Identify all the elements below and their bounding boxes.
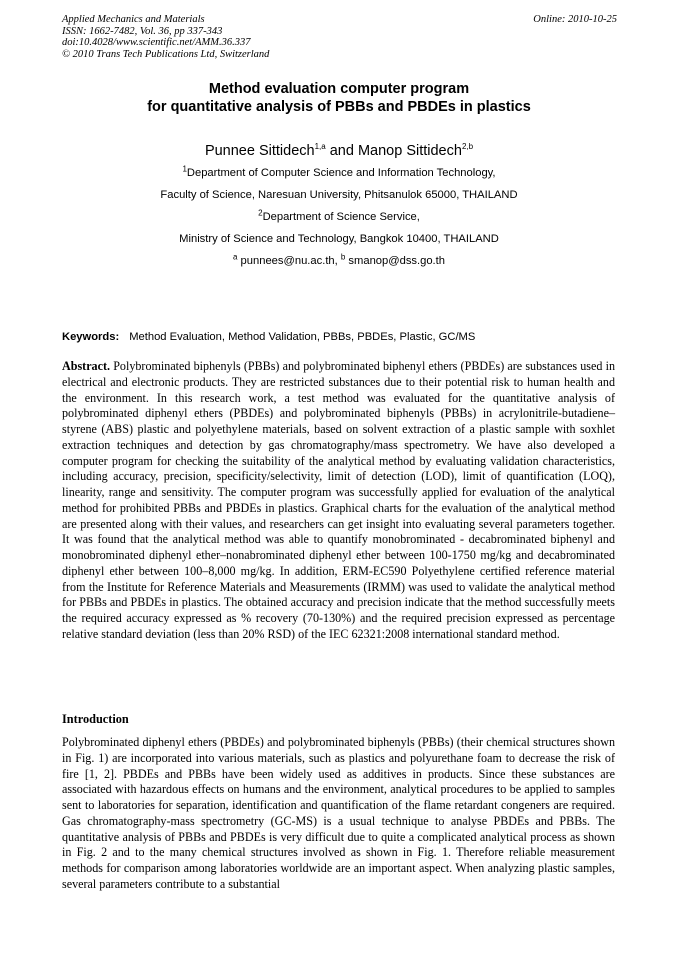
keywords (62, 331, 622, 343)
title-line-2: for quantitative analysis of PBBs and PBDEs in plastics (147, 99, 531, 115)
author-2: Manop Sittidech (357, 143, 462, 159)
journal-name: Applied Mechanics and Materials (62, 14, 205, 25)
journal-header (62, 14, 617, 60)
email-b: smanop@dss.go.th (345, 255, 445, 267)
author-list (0, 143, 678, 159)
author-1-marker: 1,a (314, 142, 326, 152)
title-line-1: Method evaluation computer program (208, 81, 470, 97)
author-emails (0, 254, 678, 268)
email-a-marker: a (233, 252, 238, 262)
copyright-line: © 2010 Trans Tech Publications Ltd, Switzerland (62, 48, 270, 60)
abstract (62, 359, 615, 643)
author-1: Punnee Sittidech (204, 143, 315, 159)
author-connector: and (325, 143, 358, 159)
doi-line: doi:10.4028/www.scientific.net/AMM.36.337 (62, 37, 251, 48)
email-a: punnees@nu.ac.th, (237, 255, 341, 267)
introduction-text: Polybrominated diphenyl ethers (PBDEs) and polybrominated biphenyls (PBBs) (their chemical structures shown in Fig. 1) are incorporated into various materials, such as plastics and polyurethane foam to decrease the risk of fire [1, 2]. PBDEs and PBBs have been widely used as additives in products. Since these substances are associated with hazardous effects on humans and the environment, analytical procedures to be applied to samples sent to laboratories for separation, identification and quantification of the flame retardant congeners are required. Gas chromatography-mass spectrometry (GC-MS) is a usual technique to analyse PBDEs and PBBs. The quantitative analysis of PBBs and PBDEs is very difficult due to quite a complicated analytical process as shown in Fig. 2 and to the many chemical structures involved as shown in Fig. 1. Therefore reliable measurement methods for comparison among laboratories worldwide are an important aspect. When analyzing plastic samples, several parameters contribute to a substantial (62, 735, 615, 891)
email-b-marker: b (340, 252, 346, 262)
affiliation-2-marker: 2 (258, 208, 263, 218)
online-date: Online: 2010-10-25 (533, 14, 617, 25)
issn-line: ISSN: 1662-7482, Vol. 36, pp 337-343 (62, 25, 223, 37)
affiliation-2-text: Department of Science Service, (262, 211, 420, 223)
keywords-text: Method Evaluation, Method Validation, PBBs, PBDEs, Plastic, GC/MS (129, 331, 476, 343)
abstract-label: Abstract. (62, 359, 111, 373)
affiliation-1-marker: 1 (182, 164, 187, 174)
affiliation-1-line-1 (0, 166, 678, 180)
paper-title (0, 80, 678, 116)
introduction-heading: Introduction (62, 712, 129, 726)
affiliation-2-line-2: Ministry of Science and Technology, Bangkok 10400, THAILAND (179, 233, 499, 245)
author-2-marker: 2,b (461, 142, 474, 152)
affiliation-1-text: Department of Computer Science and Information Technology, (186, 167, 496, 179)
abstract-text: Polybrominated biphenyls (PBBs) and polybrominated biphenyl ethers (PBDEs) are substances used in electrical and electronic products. They are restricted substances due to their potential risk to human health and the environment. In this research work, a test method was evaluated for the quantitative analysis of polybrominated diphenyl ethers (PBDEs) and polybrominated biphenyls (PBBs) in acrylonitrile-butadiene–styrene (ABS) plastic and polyethylene materials, based on solvent extraction of a plastic sample with soxhlet extraction techniques and detection by gas chromatography/mass spectrometry. We have also developed a computer program for checking the suitability of the analytical method by evaluating validation characteristics, including accuracy, precision, specificity/selectivity, limit of detection (LOD), limit of quantification (LOQ), linearity, range and sensitivity. The computer program was successfully applied for evaluation of the analytical method for prohibited PBBs and PBDEs in plastics. Graphical charts for the evaluation of the analytical method are presented along with their values, and researchers can get insight into evaluating several parameters together. It was found that the analytical method was able to quantify monobrominated - decabrominated biphenyl and monobrominated diphenyl ether–nonabrominated diphenyl ether between 100-1750 mg/kg and decabrominated diphenyl ether between 100–8,000 mg/kg. In addition, ERM-EC590 Polyethylene certified reference material from the Institute for Reference Materials and Measurements (IRMM) was used to validate the analytical method for PBBs and PBDEs in plastics. The obtained accuracy and precision indicate that the method successfully meets the required accuracy expressed as % recovery (70-130%) and the required precision expressed as percentage relative standard deviation (less than 20% RSD) of the IEC 62321:2008 international standard method. (62, 359, 615, 641)
affiliation-1-line-2: Faculty of Science, Naresuan University, Phitsanulok 65000, THAILAND (160, 189, 518, 201)
affiliation-2-line-1 (0, 210, 678, 224)
keywords-label: Keywords: (62, 331, 120, 343)
